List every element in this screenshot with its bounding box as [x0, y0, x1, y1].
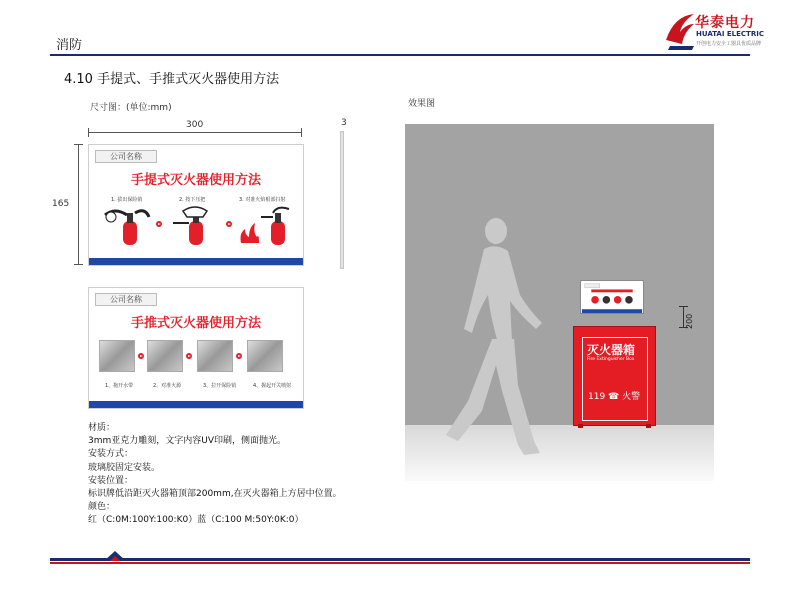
press-handle-illustration-icon [169, 203, 221, 247]
note-line: 玻璃胶固定安装。 [88, 462, 161, 473]
cabinet-subtitle: Fire Extinguisher Box [587, 357, 635, 362]
sign1-title: 手提式灭火器使用方法 [130, 173, 261, 188]
footer-logo-mark-icon [104, 550, 126, 562]
sign2-step-4-label: 4、握起开关喷射 [253, 383, 292, 389]
footer-divider [50, 558, 750, 561]
width-tick-left [88, 128, 89, 137]
note-line: 安装方式： [88, 449, 134, 460]
step-arrow-icon [186, 353, 192, 359]
effect-caption: 效果图 [408, 99, 436, 109]
width-value: 300 [186, 120, 204, 130]
sign-wheeled-extinguisher [88, 287, 304, 409]
logo-chinese-name: 华泰电力 [695, 15, 755, 31]
mount-height-value: 200 [685, 313, 694, 329]
sign2-step-1-label: 1、拖开水带 [105, 383, 134, 389]
note-line: 3mm亚克力雕刻，文字内容UV印刷，侧面抛光。 [88, 436, 287, 447]
sign-portable-extinguisher [88, 144, 304, 266]
sign1-step-3-label: 3. 对准火焰根部扫射 [239, 197, 286, 203]
width-dimension-line [88, 132, 302, 133]
sign-blue-footer [89, 258, 303, 265]
sign2-title: 手推式灭火器使用方法 [130, 316, 261, 331]
logo-tagline: 开创电力安全工器具优质品牌 [696, 41, 762, 47]
note-line: 红（C:0M:100Y:100:K0）蓝（C:100 M:50Y:0K:0） [88, 515, 304, 526]
thickness-side-view [340, 131, 344, 269]
cabinet-foot [646, 424, 651, 428]
sign-blue-footer [89, 401, 303, 408]
note-line: 材质： [88, 423, 116, 433]
note-line: 颜色： [88, 502, 116, 513]
walking-person-silhouette-icon [438, 215, 550, 465]
dimension-caption: 尺寸图：(单位:mm) [90, 103, 172, 113]
height-value: 165 [52, 199, 70, 209]
cabinet-emergency-phone: 119 ☎ 火警 [588, 392, 641, 402]
company-name-box: 公司名称 [95, 293, 157, 306]
height-dimension-line [78, 144, 79, 265]
logo-english-name: HUATAI ELECTRIC [696, 30, 764, 38]
height-tick-top [74, 144, 83, 145]
note-line: 安装位置： [88, 475, 134, 486]
thickness-value: 3 [341, 118, 347, 128]
step-arrow-icon [156, 221, 162, 227]
cabinet-foot [578, 424, 583, 428]
company-name-box: 公司名称 [95, 150, 157, 163]
mounted-sign-miniature [580, 280, 644, 314]
spec-notes [88, 422, 342, 528]
sign2-step-2-label: 2、对准火源 [153, 383, 182, 389]
width-tick-right [301, 128, 302, 137]
step-photo-3 [197, 340, 233, 372]
sign1-step-2-label: 2. 按下压把 [179, 197, 206, 203]
height-tick-bottom [74, 264, 83, 265]
step-photo-4 [247, 340, 283, 372]
step-arrow-icon [138, 353, 144, 359]
note-line: 标识牌低沿距灭火器箱顶部200mm,在灭火器箱上方居中位置。 [88, 489, 342, 500]
header-divider [50, 54, 750, 56]
page-title: 4.10 手提式、手推式灭火器使用方法 [64, 72, 280, 87]
cabinet-title: 灭火器箱 [587, 343, 636, 357]
section-title: 消防 [56, 38, 83, 53]
aim-flame-illustration-icon [237, 203, 297, 247]
step-photo-2 [147, 340, 183, 372]
pull-pin-illustration-icon [101, 203, 153, 247]
step-photo-1 [99, 340, 135, 372]
mount-height-dimension-line [683, 306, 684, 328]
sign2-step-3-label: 3、拉开保险销 [203, 383, 237, 389]
step-arrow-icon [236, 353, 242, 359]
mount-height-tick-top [679, 306, 688, 307]
fire-extinguisher-cabinet [573, 326, 656, 426]
sign1-step-1-label: 1. 拔出保险销 [111, 197, 143, 203]
footer-divider-accent [50, 562, 750, 564]
step-arrow-icon [226, 221, 232, 227]
